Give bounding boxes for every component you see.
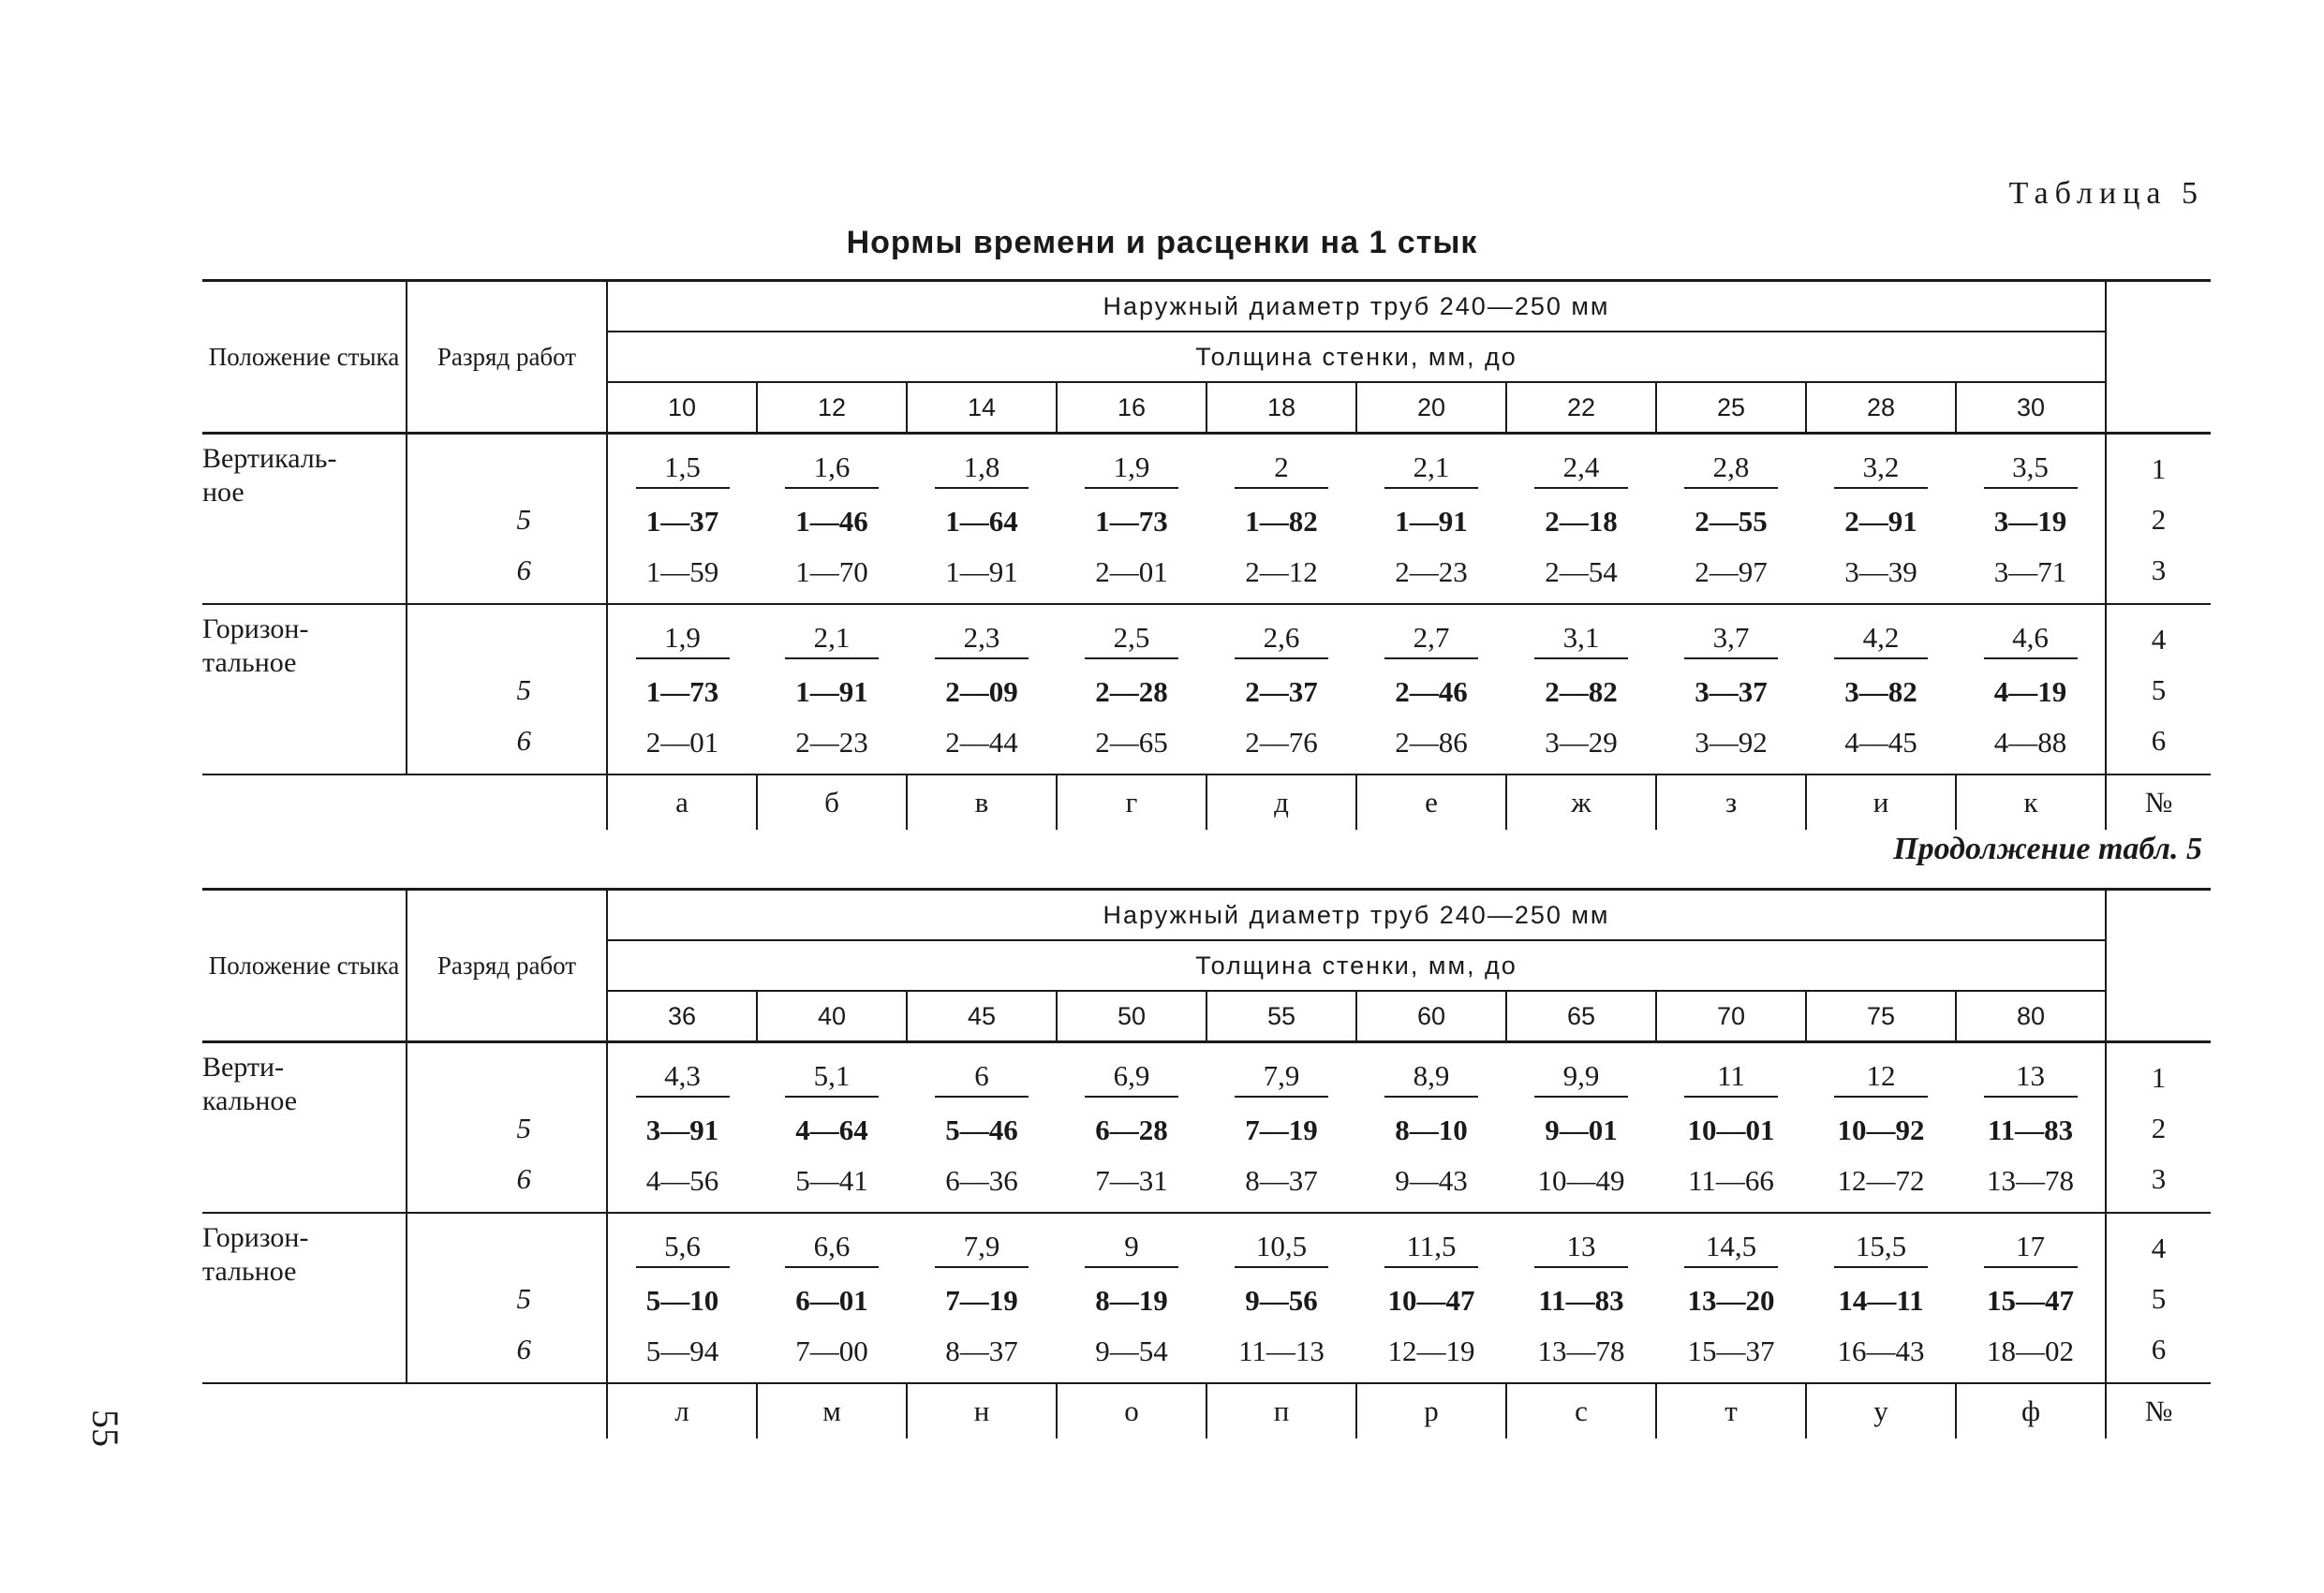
time-norm [1206,612,1356,667]
header-position: Положение стыка [202,890,407,1042]
column-letter: и [1806,774,1956,830]
time-norm [1806,612,1956,667]
time-norm-value: 6,9 [1085,1056,1178,1098]
norm-cell [1956,604,2106,774]
row-number: 5 [2151,1282,2167,1315]
column-letter: р [1356,1383,1506,1438]
time-norm-value: 4,2 [1834,618,1928,659]
norm-cell [1656,604,1806,774]
rate-grade-5: 10—01 [1687,1114,1775,1146]
rate-grade-5: 1—37 [645,505,719,538]
rate-grade-6: 2—23 [1395,555,1468,588]
rate-grade-5: 11—83 [1538,1284,1624,1317]
time-norm [1356,442,1506,496]
time-norm [1506,1051,1656,1105]
time-norm [608,442,757,496]
column-letter: о [1057,1383,1206,1438]
rate-grade-6: 15—37 [1687,1335,1775,1367]
letters-blank [407,774,607,830]
column-letter: б [757,774,907,830]
rate-grade-6: 2—65 [1095,726,1168,759]
rate-grade-6: 8—37 [1245,1164,1318,1197]
time-norm-value: 6 [935,1056,1029,1098]
thickness-value: 16 [1057,382,1206,434]
rate-grade-5: 2—18 [1545,505,1618,538]
time-norm-value: 9,9 [1534,1056,1628,1098]
header-thickness: Толщина стенки, мм, до [607,332,2106,382]
table-label: Таблица 5 [2008,176,2204,211]
time-norm-value: 2,8 [1684,448,1778,489]
grade-cell [407,1213,607,1383]
rate-grade-6: 7—31 [1095,1164,1168,1197]
time-norm-value: 13 [1534,1227,1628,1268]
norm-cell [607,604,757,774]
row-numbers [2106,434,2211,605]
column-letter: т [1656,1383,1806,1438]
grade-cell [407,1042,607,1214]
norm-cell [1356,604,1506,774]
norm-cell [1506,434,1656,605]
thickness-value: 20 [1356,382,1506,434]
rate-grade-5: 1—91 [795,675,868,708]
rate-grade-5: 13—20 [1687,1284,1775,1317]
time-norm [1656,1221,1806,1276]
norm-cell [1806,434,1956,605]
rate-grade-6: 4—45 [1844,726,1917,759]
rate-grade-6: 2—76 [1245,726,1318,759]
norm-cell [607,434,757,605]
time-norm-value: 2,6 [1235,618,1328,659]
grade-value: 5 [516,673,531,706]
time-norm [1206,1221,1356,1276]
rate-grade-6: 9—54 [1095,1335,1168,1367]
norm-cell [907,604,1057,774]
rate-grade-6: 4—56 [645,1164,719,1197]
column-letter: д [1206,774,1356,830]
rate-grade-5: 10—47 [1387,1284,1475,1317]
norm-cell [1057,604,1206,774]
thickness-value: 10 [607,382,757,434]
rate-grade-5: 6—01 [795,1284,868,1317]
norm-cell [757,1213,907,1383]
position-label: Горизон- тальное [202,604,407,774]
row-number: 5 [2151,673,2167,706]
time-norm-value: 12 [1834,1056,1928,1098]
grade-cell [407,604,607,774]
rate-grade-6: 3—71 [1993,555,2067,588]
row-numbers [2106,604,2211,774]
time-norm-value: 3,1 [1534,618,1628,659]
time-norm-value: 7,9 [1235,1056,1328,1098]
header-grade: Разряд работ [407,890,607,1042]
rate-grade-6: 16—43 [1837,1335,1925,1367]
thickness-value: 55 [1206,991,1356,1042]
norm-cell [1206,1042,1356,1214]
norm-cell [1206,604,1356,774]
norm-cell [1656,434,1806,605]
grade-value: 5 [516,503,531,536]
norm-cell [1806,604,1956,774]
time-norm [907,612,1057,667]
rate-grade-6: 11—13 [1238,1335,1325,1367]
thickness-value: 28 [1806,382,1956,434]
time-norm-value: 1,5 [636,448,730,489]
rate-grade-6: 12—19 [1387,1335,1475,1367]
rate-grade-5: 2—28 [1095,675,1168,708]
rate-grade-5: 3—82 [1844,675,1917,708]
grade-blank [407,444,606,494]
grade-blank [407,614,606,665]
number-column-header: № [2106,774,2211,830]
time-norm [1206,442,1356,496]
row-number: 2 [2151,1112,2167,1144]
time-norm-value: 1,9 [1085,448,1178,489]
time-norm [1806,1221,1956,1276]
norm-cell [1057,434,1206,605]
letters-blank [202,774,407,830]
norm-cell [607,1042,757,1214]
rate-grade-5: 5—10 [645,1284,719,1317]
rate-grade-6: 2—97 [1695,555,1768,588]
rate-grade-6: 2—12 [1245,555,1318,588]
rate-grade-5: 3—19 [1993,505,2067,538]
time-norm-value: 5,6 [636,1227,730,1268]
rate-grade-5: 7—19 [1245,1114,1318,1146]
rate-grade-6: 3—92 [1695,726,1768,759]
time-norm-value: 15,5 [1834,1227,1928,1268]
norm-cell [907,1213,1057,1383]
rate-grade-5: 2—46 [1395,675,1468,708]
rate-grade-5: 10—92 [1837,1114,1925,1146]
norms-table [202,888,2211,1438]
column-letter: м [757,1383,907,1438]
thickness-value: 40 [757,991,907,1042]
norm-cell [1506,1042,1656,1214]
norm-cell [757,1042,907,1214]
rate-grade-6: 5—94 [645,1335,719,1367]
column-letter: к [1956,774,2106,830]
norm-cell [1206,434,1356,605]
rate-grade-5: 8—10 [1395,1114,1468,1146]
time-norm [1356,612,1506,667]
time-norm-value: 11,5 [1384,1227,1478,1268]
norm-cell [907,1042,1057,1214]
thickness-value: 22 [1506,382,1656,434]
time-norm-value: 2,1 [1384,448,1478,489]
rate-grade-6: 9—43 [1395,1164,1468,1197]
rate-grade-5: 2—37 [1245,675,1318,708]
time-norm [1956,612,2105,667]
column-letter: л [607,1383,757,1438]
time-norm [1956,1051,2105,1105]
thickness-value: 18 [1206,382,1356,434]
row-number: 6 [2151,724,2167,757]
norm-cell [1656,1213,1806,1383]
rate-grade-6: 18—02 [1987,1335,2074,1367]
rate-grade-6: 2—01 [645,726,719,759]
rate-grade-5: 1—46 [795,505,868,538]
rate-grade-6: 1—91 [945,555,1018,588]
norm-cell [1956,434,2106,605]
norm-cell [1956,1213,2106,1383]
norm-cell [757,604,907,774]
thickness-value: 14 [907,382,1057,434]
rate-grade-5: 4—19 [1993,675,2067,708]
column-letter: ж [1506,774,1656,830]
time-norm-value: 3,2 [1834,448,1928,489]
time-norm [608,1221,757,1276]
position-label: Горизон- тальное [202,1213,407,1383]
rate-grade-5: 1—64 [945,505,1018,538]
rate-grade-5: 11—83 [1987,1114,2074,1146]
rate-grade-5: 15—47 [1987,1284,2074,1317]
time-norm-value: 1,9 [636,618,730,659]
grade-cell [407,434,607,605]
rate-grade-6: 2—23 [795,726,868,759]
time-norm [1806,442,1956,496]
rate-grade-6: 11—66 [1688,1164,1774,1197]
thickness-value: 45 [907,991,1057,1042]
row-number: 2 [2151,503,2167,536]
rate-grade-5: 2—09 [945,675,1018,708]
column-letter: а [607,774,757,830]
rate-grade-5: 8—19 [1095,1284,1168,1317]
time-norm [1506,612,1656,667]
norm-cell [907,434,1057,605]
rate-grade-5: 6—28 [1095,1114,1168,1146]
time-norm [1956,1221,2105,1276]
rate-grade-5: 7—19 [945,1284,1018,1317]
norm-cell [1806,1042,1956,1214]
column-letter: н [907,1383,1057,1438]
rate-grade-5: 1—73 [645,675,719,708]
time-norm [1356,1051,1506,1105]
time-norm [757,442,907,496]
norms-table [202,279,2211,830]
rate-grade-5: 9—56 [1245,1284,1318,1317]
time-norm-value: 2,7 [1384,618,1478,659]
rate-grade-6: 7—00 [795,1335,868,1367]
time-norm-value: 1,6 [785,448,879,489]
row-number: 6 [2151,1333,2167,1365]
time-norm [1057,442,1206,496]
rate-grade-6: 10—49 [1537,1164,1625,1197]
row-number: 1 [2151,1061,2167,1094]
row-number: 3 [2151,553,2167,586]
rate-grade-5: 1—91 [1395,505,1468,538]
time-norm [1057,1051,1206,1105]
time-norm [1506,442,1656,496]
time-norm-value: 2,3 [935,618,1029,659]
rate-grade-6: 2—44 [945,726,1018,759]
thickness-value: 25 [1656,382,1806,434]
rate-grade-6: 5—41 [795,1164,868,1197]
time-norm [1057,612,1206,667]
time-norm [907,1221,1057,1276]
rate-grade-6: 1—59 [645,555,719,588]
time-norm [1956,442,2105,496]
grade-blank [407,1223,606,1274]
row-number: 4 [2151,623,2167,656]
time-norm-value: 9 [1085,1227,1178,1268]
norm-cell [1356,1042,1506,1214]
rate-grade-6: 12—72 [1837,1164,1925,1197]
column-letter: г [1057,774,1206,830]
rate-grade-6: 6—36 [945,1164,1018,1197]
norm-cell [1956,1042,2106,1214]
row-number: 1 [2151,452,2167,485]
time-norm [907,1051,1057,1105]
rate-grade-6: 2—86 [1395,726,1468,759]
time-norm-value: 2,4 [1534,448,1628,489]
letters-blank [202,1383,407,1438]
time-norm-value: 6,6 [785,1227,879,1268]
time-norm-value: 14,5 [1684,1227,1778,1268]
header-number-blank [2106,890,2211,1042]
column-letter: п [1206,1383,1356,1438]
time-norm [757,1221,907,1276]
time-norm-value: 17 [1984,1227,2078,1268]
time-norm-value: 5,1 [785,1056,879,1098]
norm-cell [1057,1042,1206,1214]
time-norm-value: 4,6 [1984,618,2078,659]
norm-cell [1057,1213,1206,1383]
thickness-value: 30 [1956,382,2106,434]
time-norm [1656,1051,1806,1105]
position-label: Верти- кальное [202,1042,407,1214]
time-norm [608,612,757,667]
rate-grade-5: 2—91 [1844,505,1917,538]
rate-grade-5: 4—64 [795,1114,868,1146]
grade-value: 5 [516,1282,531,1315]
rate-grade-6: 2—01 [1095,555,1168,588]
time-norm [1356,1221,1506,1276]
continuation-label: Продолжение табл. 5 [1893,832,2202,866]
rate-grade-6: 4—88 [1993,726,2067,759]
header-number-blank [2106,281,2211,434]
time-norm-value: 13 [1984,1056,2078,1098]
time-norm [1506,1221,1656,1276]
page-number: 55 [84,1409,126,1447]
time-norm [907,442,1057,496]
rate-grade-5: 5—46 [945,1114,1018,1146]
header-diameter: Наружный диаметр труб 240—250 мм [607,281,2106,332]
rate-grade-5: 3—37 [1695,675,1768,708]
column-letter: з [1656,774,1806,830]
rate-grade-5: 3—91 [645,1114,719,1146]
number-column-header: № [2106,1383,2211,1438]
time-norm-value: 8,9 [1384,1056,1478,1098]
time-norm [1806,1051,1956,1105]
row-numbers [2106,1213,2211,1383]
thickness-value: 65 [1506,991,1656,1042]
time-norm-value: 7,9 [935,1227,1029,1268]
time-norm-value: 4,3 [636,1056,730,1098]
time-norm [1656,612,1806,667]
row-number: 4 [2151,1232,2167,1264]
header-thickness: Толщина стенки, мм, до [607,940,2106,991]
column-letter: е [1356,774,1506,830]
time-norm-value: 10,5 [1235,1227,1328,1268]
thickness-value: 36 [607,991,757,1042]
rate-grade-6: 1—70 [795,555,868,588]
time-norm-value: 2,1 [785,618,879,659]
column-letter: в [907,774,1057,830]
rate-grade-5: 14—11 [1838,1284,1924,1317]
time-norm [1057,1221,1206,1276]
grade-value: 6 [516,1333,531,1365]
column-letter: с [1506,1383,1656,1438]
rate-grade-6: 2—54 [1545,555,1618,588]
grade-value: 6 [516,1162,531,1195]
thickness-value: 75 [1806,991,1956,1042]
time-norm-value: 2,5 [1085,618,1178,659]
rate-grade-5: 1—82 [1245,505,1318,538]
norm-cell [1506,604,1656,774]
grade-blank [407,1053,606,1103]
norm-cell [1806,1213,1956,1383]
rate-grade-6: 8—37 [945,1335,1018,1367]
rate-grade-5: 2—82 [1545,675,1618,708]
time-norm-value: 2 [1235,448,1328,489]
rate-grade-5: 1—73 [1095,505,1168,538]
position-label: Вертикаль- ное [202,434,407,605]
norm-cell [757,434,907,605]
column-letter: у [1806,1383,1956,1438]
page-title: Нормы времени и расценки на 1 стык [846,225,1478,260]
header-diameter: Наружный диаметр труб 240—250 мм [607,890,2106,941]
column-letter: ф [1956,1383,2106,1438]
norm-cell [1356,1213,1506,1383]
rate-grade-5: 2—55 [1695,505,1768,538]
time-norm [1206,1051,1356,1105]
time-norm-value: 3,7 [1684,618,1778,659]
time-norm [757,612,907,667]
norm-cell [1656,1042,1806,1214]
rate-grade-5: 9—01 [1545,1114,1618,1146]
row-numbers [2106,1042,2211,1214]
thickness-value: 12 [757,382,907,434]
norm-cell [1206,1213,1356,1383]
grade-value: 6 [516,724,531,757]
thickness-value: 70 [1656,991,1806,1042]
time-norm [608,1051,757,1105]
grade-value: 5 [516,1112,531,1144]
time-norm-value: 11 [1684,1056,1778,1098]
norm-cell [607,1213,757,1383]
time-norm-value: 3,5 [1984,448,2078,489]
time-norm-value: 1,8 [935,448,1029,489]
header-position: Положение стыка [202,281,407,434]
thickness-value: 80 [1956,991,2106,1042]
thickness-value: 50 [1057,991,1206,1042]
thickness-value: 60 [1356,991,1506,1042]
rate-grade-6: 13—78 [1537,1335,1625,1367]
letters-blank [407,1383,607,1438]
rate-grade-6: 3—39 [1844,555,1917,588]
grade-value: 6 [516,553,531,586]
time-norm [1656,442,1806,496]
norm-cell [1356,434,1506,605]
row-number: 3 [2151,1162,2167,1195]
rate-grade-6: 3—29 [1545,726,1618,759]
header-grade: Разряд работ [407,281,607,434]
norm-cell [1506,1213,1656,1383]
time-norm [757,1051,907,1105]
rate-grade-6: 13—78 [1987,1164,2074,1197]
